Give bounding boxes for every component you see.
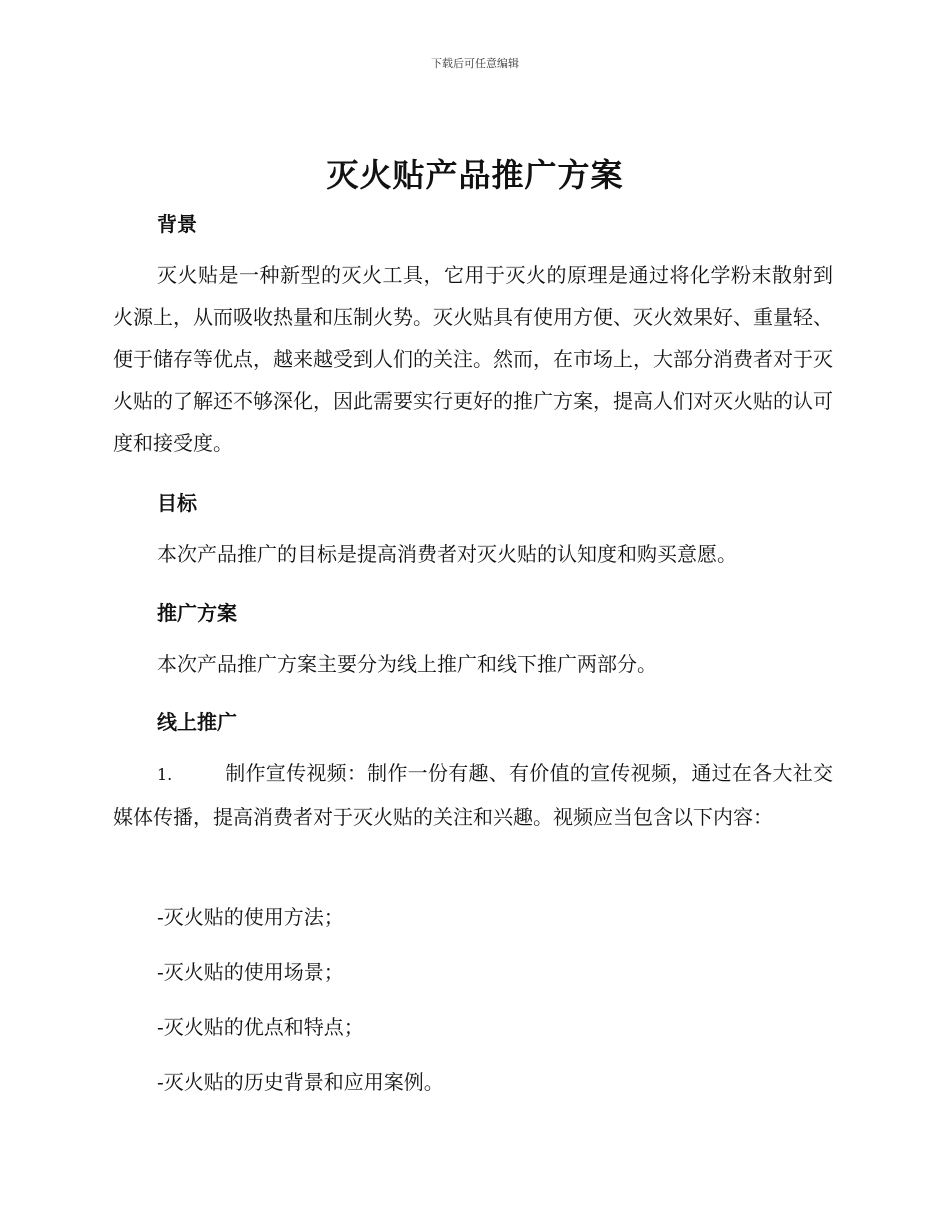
list-item-number: 1. [157, 765, 173, 784]
paragraph-goal: 本次产品推广的目标是提高消费者对灭火贴的认知度和购买意愿。 [157, 542, 737, 566]
bullet-item: -灭火贴的优点和特点； [157, 1015, 364, 1039]
list-item-1 [113, 752, 833, 838]
heading-background: 背景 [157, 212, 197, 236]
bullet-item: -灭火贴的使用场景； [157, 960, 344, 984]
bullet-item: -灭火贴的使用方法； [157, 905, 344, 929]
heading-online: 线上推广 [157, 710, 237, 734]
heading-plan: 推广方案 [157, 601, 237, 625]
heading-goal: 目标 [157, 491, 197, 515]
header-note: 下载后可任意编辑 [431, 57, 519, 70]
document-title: 灭火贴产品推广方案 [326, 156, 624, 194]
paragraph-plan: 本次产品推广方案主要分为线上推广和线下推广两部分。 [157, 652, 657, 676]
paragraph-background: 灭火贴是一种新型的灭火工具，它用于灭火的原理是通过将化学粉末散射到火源上，从而吸收热量和压制火势。灭火贴具有使用方便、灭火效果好、重量轻、便于储存等优点，越来越受到人们的关注。然而，在市场上，大部分消费者对于灭火贴的了解还不够深化，因此需要实行更好的推广方案，提高人们对灭火贴的认可度和接受度。 [113, 263, 833, 455]
list-item-text: 制作宣传视频：制作一份有趣、有价值的宣传视频，通过在各大社交媒体传播，提高消费者对于灭火贴的关注和兴趣。视频应当包含以下内容： [113, 761, 833, 829]
bullet-item: -灭火贴的历史背景和应用案例。 [157, 1070, 444, 1094]
